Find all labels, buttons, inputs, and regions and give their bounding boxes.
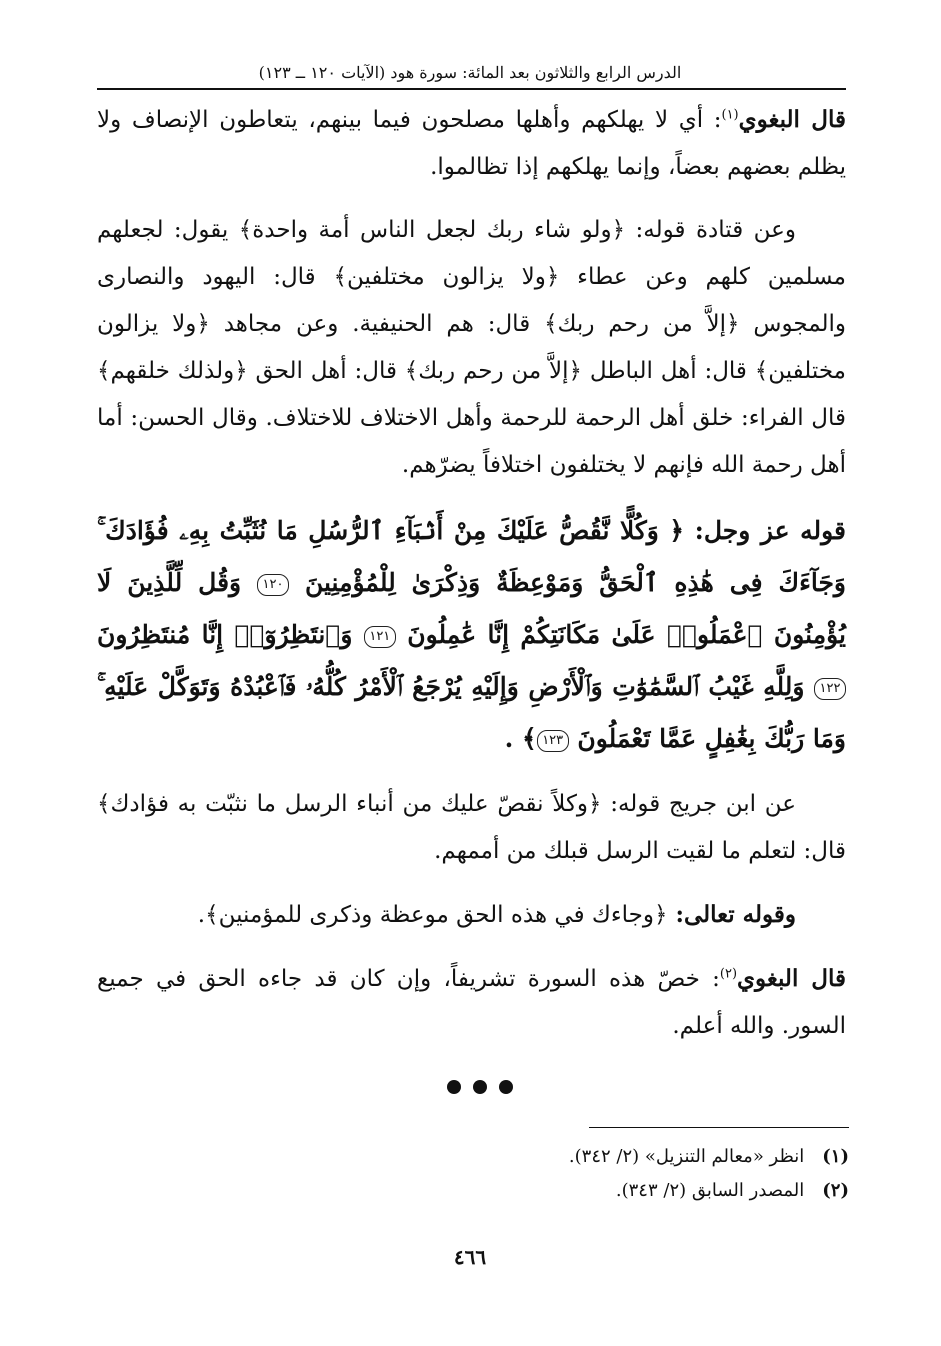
- paragraph-text: عن ابن جريج قوله: ﴿وكلاً نقصّ عليك من أنباء الرسل ما نثبّت به فؤادك﴾ قال: لتعلم ما لقيت الرسل قبلك من أممهم.: [97, 791, 846, 864]
- ayah-number-120: ١٢٠: [257, 574, 289, 596]
- footnote-2: [249, 1174, 849, 1208]
- footnote-rule: [589, 1127, 849, 1128]
- paragraph-qawluhu: [97, 891, 846, 939]
- page-body: [97, 96, 846, 1050]
- paragraph-verses: [97, 505, 846, 765]
- paragraph-baghawi-2: [97, 955, 846, 1050]
- quran-text: وَقُل لِّلَّذِينَ لَا يُؤْمِنُونَ ٱعْمَلُوا۟ عَلَىٰ مَكَانَتِكُمْ إِنَّا عَٰمِلُونَ: [97, 568, 846, 649]
- quran-text: ﴿ وَكُلًّا نَّقُصُّ عَلَيْكَ مِنْ أَنۢبَآءِ ٱلرُّسُلِ مَا نُثَبِّتُ بِهِۦ فُؤَادَكَ ۚ وَجَآءَكَ فِى هَٰذِهِ ٱلْحَقُّ وَمَوْعِظَةٌ وَذِكْرَىٰ لِلْمُؤْمِنِينَ: [97, 516, 846, 597]
- separator-dot: [499, 1080, 513, 1094]
- paragraph-lead: قال البغوي: [737, 965, 846, 992]
- paragraph-qatada: [97, 207, 846, 489]
- quran-close: ﴾ .: [504, 724, 537, 753]
- quran-text: وَلِلَّهِ غَيْبُ ٱلسَّمَٰوَٰتِ وَٱلْأَرْضِ وَإِلَيْهِ يُرْجَعُ ٱلْأَمْرُ كُلُّهُۥ فَٱعْبُدْهُ وَتَوَكَّلْ عَلَيْهِ ۚ وَمَا رَبُّكَ بِغَٰفِلٍ عَمَّا تَعْمَلُونَ: [97, 672, 846, 753]
- footnote-number: (١): [822, 1146, 849, 1167]
- footnote-text: المصدر السابق (٢/ ٣٤٣).: [615, 1180, 805, 1201]
- paragraph-lead: قال البغوي: [738, 106, 846, 133]
- paragraph-text: : خصّ هذه السورة تشريفاً، وإن كان قد جاءه الحق في جميع السور. والله أعلم.: [97, 966, 846, 1039]
- separator-dot: [473, 1080, 487, 1094]
- footnote-ref-2: (٢): [719, 966, 738, 982]
- header-rule: [97, 88, 846, 90]
- paragraph-ibn-jurayj: [97, 781, 846, 875]
- footnote-text: انظر «معالم التنزيل» (٢/ ٣٤٢).: [568, 1146, 805, 1167]
- separator-dot: [447, 1080, 461, 1094]
- paragraph-text: : أي لا يهلكهم وأهلها مصلحون فيما بينهم، يتعاطون الإنصاف ولا يظلم بعضهم بعضاً، وإنما يهلكهم إذا تظالموا.: [97, 107, 846, 180]
- footnote-ref-1: (١): [721, 107, 739, 123]
- quran-text: وَٱنتَظِرُوٓا۟ إِنَّا مُنتَظِرُونَ: [97, 620, 364, 649]
- footnotes: [249, 1140, 849, 1208]
- page-number: ٤٦٦: [453, 1245, 487, 1269]
- running-header: الدرس الرابع والثلاثون بعد المائة: سورة هود (الآيات ١٢٠ ــ ١٢٣): [258, 63, 682, 82]
- paragraph-text: ﴿وجاءك في هذه الحق موعظة وذكرى للمؤمنين﴾.: [197, 902, 668, 928]
- paragraph-baghawi-1: [97, 96, 846, 191]
- footnote-number: (٢): [822, 1180, 849, 1201]
- ayah-number-122: ١٢٢: [814, 678, 846, 700]
- ayah-number-121: ١٢١: [364, 626, 396, 648]
- paragraph-lead: قوله عز وجل:: [684, 516, 846, 545]
- footnote-1: [249, 1140, 849, 1174]
- paragraph-lead: وقوله تعالى:: [667, 901, 796, 928]
- ayah-number-123: ١٢٣: [537, 730, 569, 752]
- section-separator: [430, 1080, 530, 1100]
- paragraph-text: وعن قتادة قوله: ﴿ولو شاء ربك لجعل الناس أمة واحدة﴾ يقول: لجعلهم مسلمين كلهم وعن عطاء ﴿ولا يزالون مختلفين﴾ قال: اليهود والنصارى والمجوس ﴿إلاَّ من رحم ربك﴾ قال: هم الحنيفية. وعن مجاهد ﴿ولا يزالون مختلفين﴾ قال: أهل الباطل ﴿إلاَّ من رحم ربك﴾ قال: أهل الحق ﴿ولذلك خلقهم﴾ قال الفراء: خلق أهل الرحمة للرحمة وأهل الاختلاف للاختلاف. وقال الحسن: أما أهل رحمة الله فإنهم لا يختلفون اختلافاً يضرّهم.: [97, 217, 846, 478]
